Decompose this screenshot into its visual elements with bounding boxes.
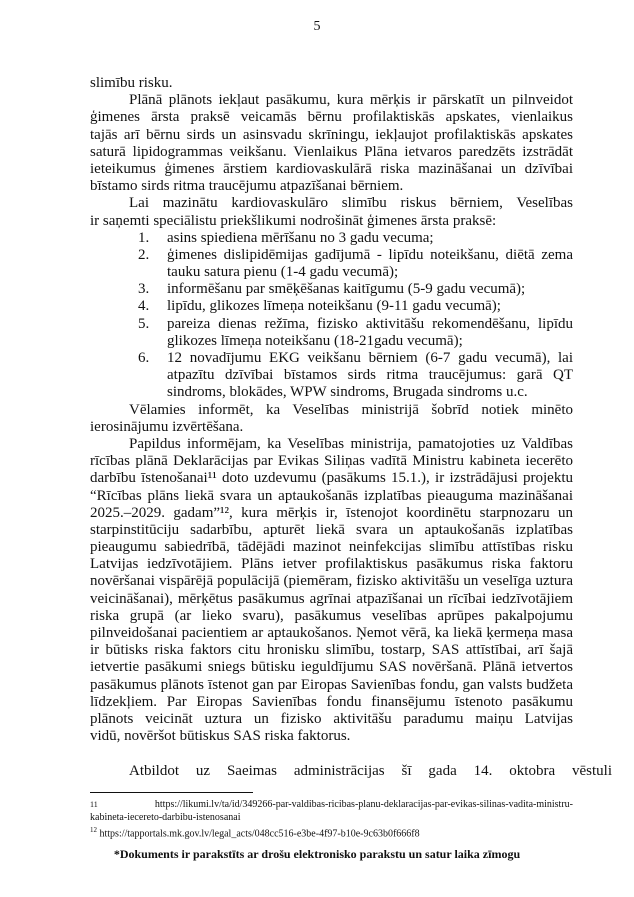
body-line: “Rīcības plāns liekā svara un aptaukošanās izplatības pieauguma mazināšanai xyxy=(90,487,573,504)
list-text-continued: sindroms, blokādes, WPW sindroms, Brugada sindroms u.c. xyxy=(167,384,528,401)
body-line: vidū, novēršot būtiskus SAS riska faktorus. xyxy=(90,728,351,745)
list-item xyxy=(90,281,573,298)
footnote-link[interactable]: https://tapportals.mk.gov.lv/legal_acts/048cc516-e3be-4f97-b10e-9c63b0f666f8 xyxy=(99,828,420,840)
body-line: ir būtisks riska faktors citu hronisku slimību, tostarp, SAS attīstībai, arī šajā xyxy=(90,642,573,659)
list-text: 12 novadījumu EKG veikšanu bērniem (6-7 gadu vecumā), lai xyxy=(167,350,573,366)
footnote-number: 11 xyxy=(90,800,98,809)
list-text: lipīdu, glikozes līmeņa noteikšanu (9-11 gadu vecumā); xyxy=(167,298,501,315)
body-line: tajās arī bērnu sirds un asinsvadu skrīningu, iekļaujot profilaktiskās apskates xyxy=(90,126,573,143)
footnote-separator xyxy=(90,792,253,793)
list-text: ģimenes dislipidēmijas gadījumā - lipīdu noteikšanu, diētā zema xyxy=(167,246,573,263)
body-line: veicināšanai), mērķētus pasākumus agrīnai atpazīšanai un rīcībai iedzīvotājiem xyxy=(90,590,573,607)
footnote-link-continued[interactable]: kabineta-iecereto-darbibu-istenosanai xyxy=(90,811,241,823)
list-text: pareiza dienas režīma, fizisko aktivitāšu rekomendēšanu, lipīdu xyxy=(167,315,573,332)
body-line: bīstamo sirds ritma traucējumu atpazīšanai bērniem. xyxy=(90,178,404,195)
document-body xyxy=(90,75,573,745)
body-line: plānots veicināt uztura un fizisko aktivitāšu paradumu maiņu Latvijas xyxy=(90,710,573,727)
list-text-continued: glikozes līmeņa noteikšanu (18-21gadu vecumā); xyxy=(167,332,463,349)
body-line: starpinstitūciju sadarbību, apturēt liekā svara un aptaukošanās izplatības xyxy=(90,521,573,538)
list-number: 1. xyxy=(138,229,150,246)
body-line: Latvijas iedzīvotājiem. Plāns ietver profilaktiskus pasākumus riska faktoru xyxy=(90,556,573,573)
list-number: 5. xyxy=(138,315,150,332)
body-line: 2025.–2029. gadam”¹², kura mērķis ir, īstenojot koordinētu starpnozaru un xyxy=(90,504,573,521)
footnote-number: 12 xyxy=(90,826,97,834)
list-item xyxy=(90,316,573,333)
list-text: asins spiediena mērīšanu no 3 gadu vecuma; xyxy=(167,229,434,246)
footnote-12 xyxy=(90,824,573,841)
body-line: ietvertie pasākumi sniegs būtisku ieguldījumu SAS novēršanā. Plānā ietvertos xyxy=(90,659,573,676)
body-line: ģimenes ārsta praksē veicamās bērnu profilaktiskās apskates, vienlaikus xyxy=(90,109,573,126)
list-item xyxy=(90,350,573,367)
footnote-11 xyxy=(90,799,573,824)
list-number: 2. xyxy=(138,246,150,263)
body-line: Vēlamies informēt, ka Veselības ministrijā šobrīd notiek minēto xyxy=(129,401,573,418)
list-item xyxy=(90,230,573,247)
signature-note: *Dokuments ir parakstīts ar drošu elektronisko parakstu un satur laika zīmogu xyxy=(113,847,521,861)
body-line: rīcības plānā Deklarācijas par Evikas Siliņas vadītā Ministru kabineta iecerēto xyxy=(90,453,573,470)
body-line: līdzekļiem. Par Eiropas Savienības fondu finansējumu īstenoto pasākumu xyxy=(90,693,573,710)
body-line-continued: Atbildot uz Saeimas administrācijas šī gada 14. oktobra vēstuli xyxy=(129,763,612,779)
list-text: informēšanu par smēķēšanas kaitīgumu (5-9 gadu vecumā); xyxy=(167,281,526,298)
body-line: ierosinājumu izvērtēšana. xyxy=(90,418,244,435)
list-text-continued: atpazītu dzīvībai bīstamos sirds ritma traucējumus: garā QT xyxy=(167,367,573,384)
body-line: slimību risku. xyxy=(90,75,173,91)
body-line: riska grupā (ar lieko svaru), pasākumus veselības aprūpes pakalpojumu xyxy=(90,607,573,624)
body-line: darbību īstenošanai¹¹ doto uzdevumu (pasākums 15.1.), ir izstrādājusi projektu xyxy=(90,470,573,487)
recommendation-list xyxy=(90,230,573,402)
list-number: 3. xyxy=(138,281,150,298)
body-line: pieaugumu sabiedrībā, tādējādi mazinot neinfekcijas slimību attīstības risku xyxy=(90,539,573,556)
list-number: 6. xyxy=(138,350,150,366)
body-line: novēršanai vispārējā populācijā (piemēram, fizisko aktivitāšu un veselīga uztura xyxy=(90,573,573,590)
list-text-continued: tauku satura pienu (1-4 gadu vecumā); xyxy=(167,264,399,281)
body-line: Papildus informējam, ka Veselības ministrija, pamatojoties uz Valdības xyxy=(129,435,573,452)
footnote-link[interactable]: https://likumi.lv/ta/id/349266-par-valdibas-ricibas-planu-deklaracijas-par-evikas-silinas-vadita-ministru- xyxy=(154,799,573,810)
body-line: pilnveidošanai pacientiem ar aptaukošanos. Ņemot vērā, ka liekā ķermeņa masa xyxy=(90,625,573,641)
body-line: Plānā plānots iekļaut pasākumu, kura mērķis ir pārskatīt un pilnveidot xyxy=(129,92,573,109)
page-number: 5 xyxy=(313,19,321,34)
body-line: pasākumus plānots īstenot gan par Eiropas Savienības fondu, gan valsts budžeta xyxy=(90,676,573,693)
body-line: ir saņemti speciālistu priekšlikumi nodrošināt ģimenes ārsta praksē: xyxy=(90,212,497,229)
list-item xyxy=(90,247,573,264)
body-line: Lai mazinātu kardiovaskulāro slimību riskus bērniem, Veselības xyxy=(129,195,573,212)
body-line: ieteikumus ģimenes ārstiem kardiovaskulārā riska mazināšanai un dzīvībai xyxy=(90,160,573,177)
list-number: 4. xyxy=(138,298,150,315)
body-line: saturā lipidogrammas veikšanu. Vienlaikus Plāna ietvaros paredzēts izstrādāt xyxy=(90,143,573,160)
list-item xyxy=(90,298,573,315)
